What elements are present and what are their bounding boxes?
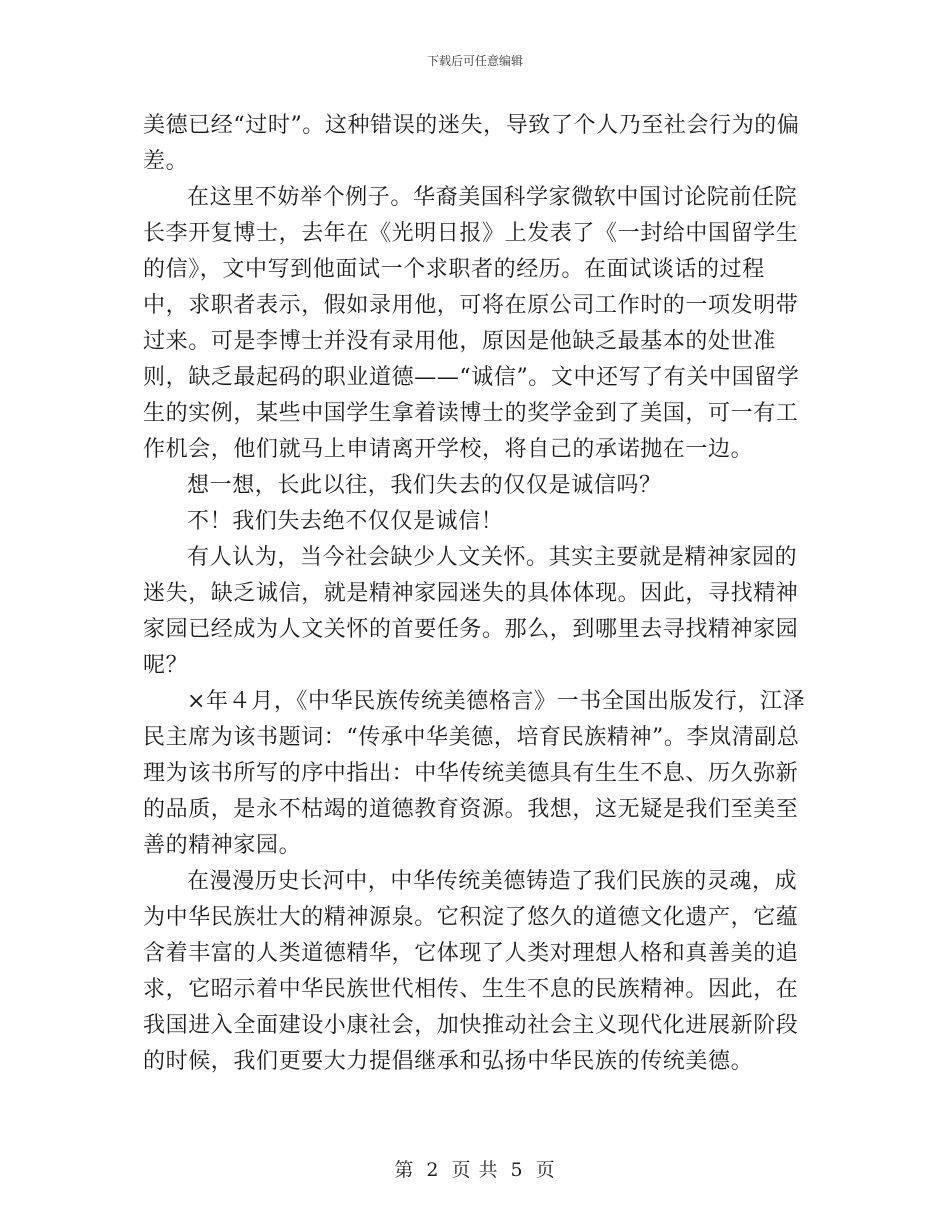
- page-footer: [0, 1155, 950, 1182]
- paragraph-5: 有人认为，当今社会缺少人文关怀。其实主要就是精神家园的迷失，缺乏诚信，就是精神家园迷失的具体体现。因此，寻找精神家园已经成为人文关怀的首要任务。那么，到哪里去寻找精神家园呢？: [143, 545, 799, 678]
- total-pages-number: 5: [510, 1159, 524, 1181]
- paragraph-4: 不！我们失去绝不仅仅是诚信！: [187, 509, 504, 534]
- paragraph-3: 想一想，长此以往，我们失去的仅仅是诚信吗？: [187, 473, 662, 498]
- document-body: [143, 108, 808, 1080]
- paragraph-1: 美德已经“过时”。这种错误的迷失，导致了个人乃至社会行为的偏差。: [143, 113, 800, 174]
- page-label-mid: 页 共: [451, 1159, 499, 1181]
- page-label-prefix: 第: [394, 1159, 415, 1181]
- paragraph-7: 在漫漫历史长河中，中华传统美德铸造了我们民族的灵魂，成为中华民族壮大的精神源泉。它积淀了悠久的道德文化遗产，它蕴含着丰富的人类道德精华，它体现了人类对理想人格和真善美的追求，它昭示着中华民族世代相传、生生不息的民族精神。因此，在我国进入全面建设小康社会，加快推动社会主义现代化进展新阶段的时候，我们更要大力提倡继承和弘扬中华民族的传统美德。: [143, 869, 799, 1074]
- current-page-number: 2: [426, 1159, 440, 1181]
- page-label-suffix: 页: [535, 1159, 556, 1181]
- paragraph-2: 在这里不妨举个例子。华裔美国科学家微软中国讨论院前任院长李开复博士，去年在《光明日报》上发表了《一封给中国留学生的信》，文中写到他面试一个求职者的经历。在面试谈话的过程中，求职者表示，假如录用他，可将在原公司工作时的一项发明带过来。可是李博士并没有录用他，原因是他缺乏最基本的处世准则，缺乏最起码的职业道德——“诚信”。文中还写了有关中国留学生的实例，某些中国学生拿着读博士的奖学金到了美国，可一有工作机会，他们就马上申请离开学校，将自己的承诺抛在一边。: [143, 185, 800, 462]
- paragraph-6: ×年４月，《中华民族传统美德格言》一书全国出版发行，江泽民主席为该书题词：“传承中华美德，培育民族精神”。李岚清副总理为该书所写的序中指出：中华传统美德具有生生不息、历久弥新的品质，是永不枯竭的道德教育资源。我想，这无疑是我们至美至善的精神家园。: [143, 689, 806, 858]
- page-header: 下载后可任意编辑: [426, 54, 523, 68]
